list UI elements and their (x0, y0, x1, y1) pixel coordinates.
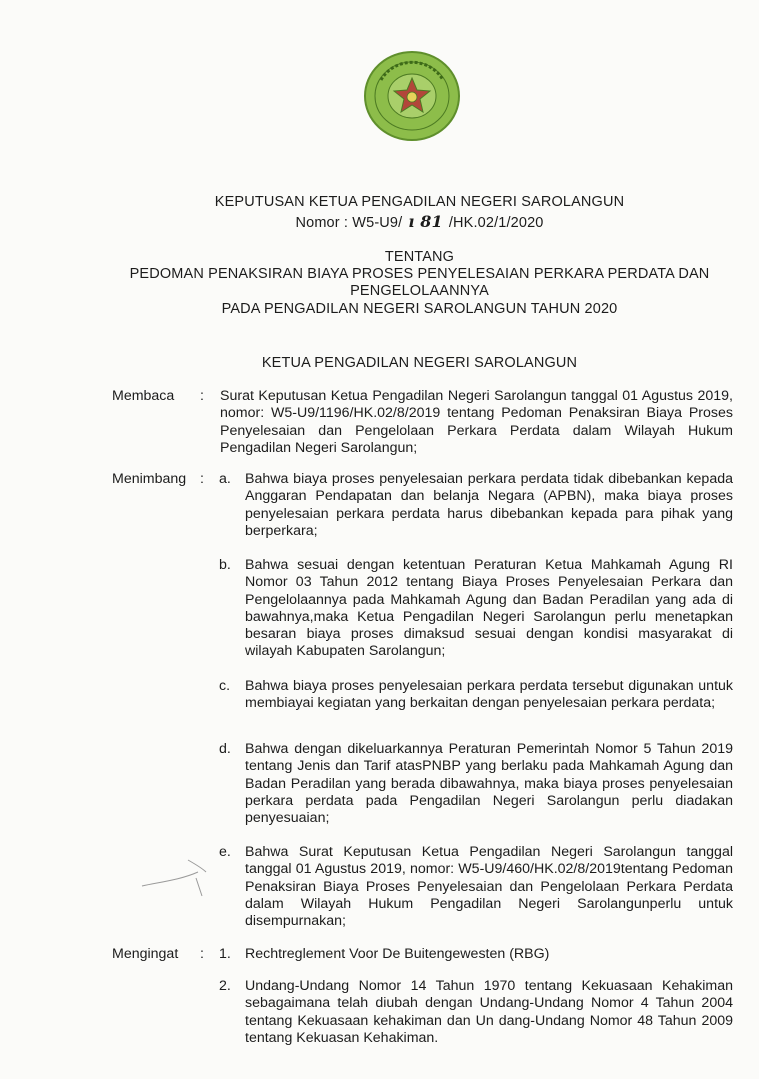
menimbang-colon: : (200, 471, 204, 487)
decree-subject (40, 266, 759, 300)
item-text: Bahwa biaya proses penyelesaian perkara perdata tidak dibebankan kepada Anggaran Pendapatan dan belanja Negara (APBN), maka biaya proses penyelesaian perkara perdata harus dibebankan kepada para pihak yang berperkara; (245, 471, 733, 539)
decree-number-prefix: Nomor : W5-U9/ (295, 215, 403, 231)
scan-scribble-mark (140, 858, 210, 898)
item-marker: d. (219, 741, 231, 757)
menimbang-label: Menimbang (112, 471, 187, 487)
subject-line-3: PADA PENGADILAN NEGERI SAROLANGUN TAHUN 2020 (221, 301, 618, 317)
item-marker: b. (219, 557, 231, 573)
mengingat-label: Mengingat (112, 946, 179, 962)
tentang-heading: TENTANG (384, 249, 455, 265)
item-text: Bahwa sesuai dengan ketentuan Peraturan Ketua Mahkamah Agung RI Nomor 03 Tahun 2012 tentang Biaya Proses Penyelesaian Perkara dan Pengelolaannya pada Mahkamah Agung dan Badan Peradilan yang ada di bawahnya,maka Ketua Pengadilan Negeri Sarolangun perlu menetapkan besaran biaya proses dimaksud sesuai dengan kondisi masyarakat di wilayah Kabupaten Sarolangun; (245, 557, 733, 660)
item-marker: 1. (219, 946, 231, 962)
item-text: Bahwa biaya proses penyelesaian perkara perdata tersebut digunakan untuk membiayai kegiatan yang berkaitan dengan penyelesaian perkara perdata; (245, 678, 733, 712)
item-marker: a. (219, 471, 231, 487)
subject-line-2: PENGELOLAANNYA (350, 283, 489, 299)
subject-line-1: PEDOMAN PENAKSIRAN BIAYA PROSES PENYELESAIAN PERKARA PERDATA DAN (129, 266, 710, 282)
item-text: Bahwa Surat Keputusan Ketua Pengadilan Negeri Sarolangun tanggal tanggal 01 Agustus 2019, nomor: W5-U9/460/HK.02/8/2019tentang Pedoman Penaksiran Biaya Proses Penyelesaian dan Pengelolaan Perkara Perdata dalam Wilayah Hukum Pengadilan Negeri Sarolangunperlu untuk disempurnakan; (245, 844, 733, 930)
item-marker: c. (219, 678, 231, 694)
decree-number-suffix: /HK.02/1/2020 (448, 215, 544, 231)
handwritten-number: ı 81 (408, 212, 443, 231)
decree-number (40, 212, 759, 231)
item-text: Rechtreglement Voor De Buitengewesten (RBG) (245, 946, 550, 962)
membaca-text: Surat Keputusan Ketua Pengadilan Negeri Sarolangun tanggal 01 Agustus 2019, nomor: W5-U9/1196/HK.02/8/2019 tentang Pedoman Penaksiran Biaya Proses Penyelesaian dan Pengelolaan Perkara Perdata dalam Wilayah Hukum Pengadilan Negeri Sarolangun; (220, 388, 733, 456)
issuer-heading: KETUA PENGADILAN NEGERI SAROLANGUN (261, 355, 578, 371)
item-marker: 2. (219, 978, 231, 994)
decree-title: KEPUTUSAN KETUA PENGADILAN NEGERI SAROLANGUN (214, 194, 625, 210)
membaca-label: Membaca (112, 388, 175, 404)
item-text: Bahwa dengan dikeluarkannya Peraturan Pemerintah Nomor 5 Tahun 2019 tentang Jenis dan Tarif atasPNBP yang berlaku pada Mahkamah Agung dan Badan Peradilan yang berada dibawahnya, maka biaya proses penyelesaian perkara perdata pada Pengadilan Negeri Sarolangun perlu diadakan penyesuaian; (245, 741, 733, 827)
item-marker: e. (219, 844, 231, 860)
mengingat-colon: : (200, 946, 204, 962)
court-seal-logo (361, 50, 463, 142)
membaca-colon: : (200, 388, 204, 404)
item-text: Undang-Undang Nomor 14 Tahun 1970 tentang Kekuasaan Kehakiman sebagaimana telah diubah dengan Undang-Undang Nomor 4 Tahun 2004 tentang Kekuasaan kehakiman dan Un dang-Undang Nomor 48 Tahun 2009 tentang Kekuasan Kehakiman. (245, 978, 733, 1046)
